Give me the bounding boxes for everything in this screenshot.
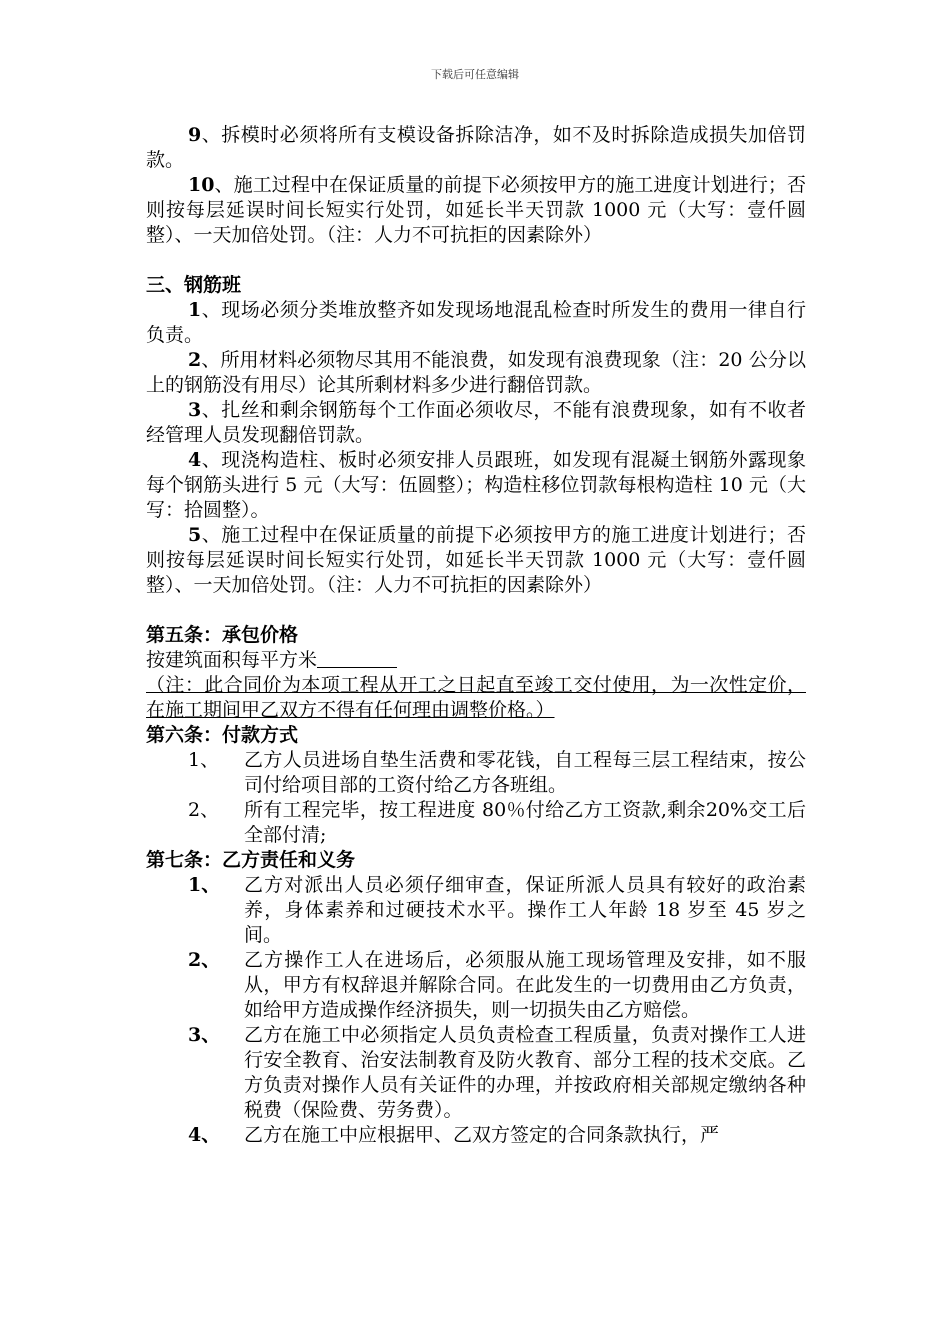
item-number: 4	[188, 449, 202, 471]
section-3-item-5	[146, 523, 806, 598]
article-5-title: 第五条：承包价格	[146, 624, 299, 646]
list-text: 乙方在施工中必须指定人员负责检查工程质量，负责对操作工人进行安全教育、治安法制教育及防火教育、部分工程的技术交底。乙方负责对操作人员有关证件的办理，并按政府相关部规定缴纳各种税费（保险费、劳务费）。	[244, 1024, 806, 1121]
list-marker: 4、	[188, 1124, 221, 1146]
price-blank	[317, 649, 397, 668]
paragraph-10	[146, 173, 806, 248]
item-text: 、扎丝和剩余钢筋每个工作面必须收尽，不能有浪费现象，如有不收者经管理人员发现翻倍罚款。	[146, 399, 806, 446]
article-7-item-1	[146, 873, 806, 948]
list-text: 所有工程完毕，按工程进度 80％付给乙方工资款,剩余20%交工后全部付清;	[244, 799, 806, 846]
item-number: 10	[188, 174, 215, 196]
item-text: 、拆模时必须将所有支模设备拆除洁净，如不及时拆除造成损失加倍罚款。	[146, 124, 806, 171]
list-marker: 3、	[188, 1024, 221, 1046]
item-number: 3	[188, 399, 202, 421]
list-marker: 1、	[188, 874, 221, 896]
page-header: 下载后可任意编辑	[431, 68, 519, 81]
list-marker: 2、	[188, 799, 220, 821]
price-line	[146, 648, 806, 673]
section-3-item-1	[146, 298, 806, 348]
list-text: 乙方操作工人在进场后，必须服从施工现场管理及安排，如不服从，甲方有权辞退并解除合同。在此发生的一切费用由乙方负责，如给甲方造成操作经济损失，则一切损失由乙方赔偿。	[244, 949, 806, 1021]
document-body	[146, 123, 806, 1148]
item-text: 、所用材料必须物尽其用不能浪费，如发现有浪费现象（注：20 公分以上的钢筋没有用尽）论其所剩材料多少进行翻倍罚款。	[146, 349, 806, 396]
list-marker: 1、	[188, 749, 220, 771]
item-number: 9	[188, 124, 202, 146]
article-7-item-2	[146, 948, 806, 1023]
item-number: 2	[188, 349, 202, 371]
section-3-title: 三、钢筋班	[146, 274, 242, 296]
list-text: 乙方对派出人员必须仔细审查，保证所派人员具有较好的政治素养，身体素养和过硬技术水平。操作工人年龄 18 岁至 45 岁之间。	[244, 874, 806, 946]
article-7-title: 第七条：乙方责任和义务	[146, 849, 356, 871]
article-6-item-1	[146, 748, 806, 798]
item-number: 5	[188, 524, 202, 546]
list-text: 乙方人员进场自垫生活费和零花钱，自工程每三层工程结束，按公司付给项目部的工资付给乙方各班组。	[244, 749, 806, 796]
paragraph-9	[146, 123, 806, 173]
item-text: 、现场必须分类堆放整齐如发现场地混乱检查时所发生的费用一律自行负责。	[146, 299, 806, 346]
article-7-item-3	[146, 1023, 806, 1123]
item-text: 、施工过程中在保证质量的前提下必须按甲方的施工进度计划进行；否则按每层延误时间长短实行处罚，如延长半天罚款 1000 元（大写：壹仟圆整）、一天加倍处罚。（注：人力不可抗拒的因素除外）	[146, 174, 806, 246]
list-marker: 2、	[188, 949, 221, 971]
section-3-item-3	[146, 398, 806, 448]
section-3-item-4	[146, 448, 806, 523]
price-label: 按建筑面积每平方米	[146, 649, 318, 671]
item-text: 、现浇构造柱、板时必须安排人员跟班，如发现有混凝土钢筋外露现象每个钢筋头进行 5 元（大写：伍圆整）；构造柱移位罚款每根构造柱 10 元（大写：拾圆整）。	[146, 449, 806, 521]
article-7-item-4	[146, 1123, 806, 1148]
article-6-title: 第六条：付款方式	[146, 724, 299, 746]
price-note: （注：此合同价为本项工程从开工之日起直至竣工交付使用，为一次性定价，在施工期间甲乙双方不得有任何理由调整价格。）	[146, 674, 806, 721]
list-text: 乙方在施工中应根据甲、乙双方签定的合同条款执行，严	[244, 1124, 720, 1146]
item-text: 、施工过程中在保证质量的前提下必须按甲方的施工进度计划进行；否则按每层延误时间长短实行处罚，如延长半天罚款 1000 元（大写：壹仟圆整）、一天加倍处罚。（注：人力不可抗拒的因素除外）	[146, 524, 806, 596]
item-number: 1	[188, 299, 202, 321]
article-6-item-2	[146, 798, 806, 848]
section-3-item-2	[146, 348, 806, 398]
